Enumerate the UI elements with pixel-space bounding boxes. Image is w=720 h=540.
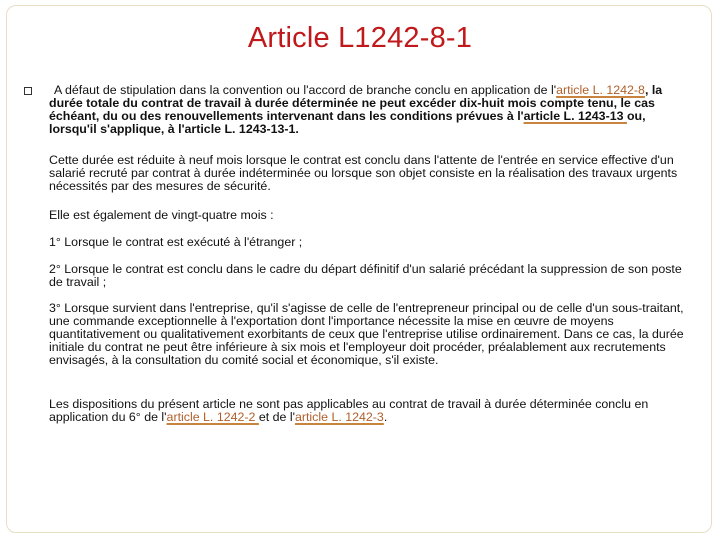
link-article-l1242-3[interactable]: article L. 1242-3 [294, 410, 384, 424]
link-article-l1242-8[interactable]: article L. 1242-8 [556, 83, 645, 97]
p1-text-c: ou, lorsqu'il s'applique, à l'article L. 1243-13-1. [49, 109, 646, 136]
p1-text-a: A défaut de stipulation dans la convention ou l'accord de branche conclu en application de l' [54, 83, 557, 97]
paragraph-main [49, 84, 693, 136]
paragraph-item-1: 1° Lorsque le contrat est exécuté à l'étranger ; [49, 235, 303, 249]
p7-text-c: . [383, 410, 388, 424]
p1-text-b: , la durée totale du contrat de travail à durée déterminée ne peut excéder dix-huit mois compte tenu, le cas échéant, du ou des renouvellements intervenant dans les conditions prévues à l' [49, 83, 663, 123]
page-title: Article L1242-8-1 [247, 22, 473, 54]
paragraph-exclusions [49, 398, 693, 424]
link-article-l1243-13[interactable]: article L. 1243-13 [523, 109, 627, 123]
link-article-l1242-2[interactable]: article L. 1242-2 [166, 410, 259, 424]
paragraph-twenty-four-months: Elle est également de vingt-quatre mois : [49, 208, 274, 222]
checkbox-bullet-icon [24, 87, 32, 95]
paragraph-item-3: 3° Lorsque survient dans l'entreprise, qu'il s'agisse de celle de l'entrepreneur principal ou de celle d'un sous-traitant, une commande exceptionnelle à l'exportation dont l'importance nécessite la mise en œuvre de moyens quantitativement ou qualitativement exorbitants de ceux que l'entreprise utilise ordinairement. Dans ce cas, la durée initiale du contrat ne peut être inférieure à six mois et l'employeur doit procéder, préalablement aux recrutements envisagés, à la consultation du comité social et économique, s'il existe. [49, 301, 684, 367]
paragraph-item-2: 2° Lorsque le contrat est conclu dans le cadre du départ définitif d'un salarié précédant la suppression de son poste de travail ; [49, 262, 682, 289]
p7-text-b: et de l' [258, 410, 295, 424]
paragraph-duration-reduced: Cette durée est réduite à neuf mois lorsque le contrat est conclu dans l'attente de l'entrée en service effective d'un salarié recruté par contrat à durée indéterminée ou lorsque son objet consiste en la réalisation des travaux urgents nécessités par des mesures de sécurité. [49, 153, 678, 193]
p7-text-a: Les dispositions du présent article ne sont pas applicables au contrat de travail à durée déterminée conclu en application du 6° de l' [49, 397, 649, 424]
